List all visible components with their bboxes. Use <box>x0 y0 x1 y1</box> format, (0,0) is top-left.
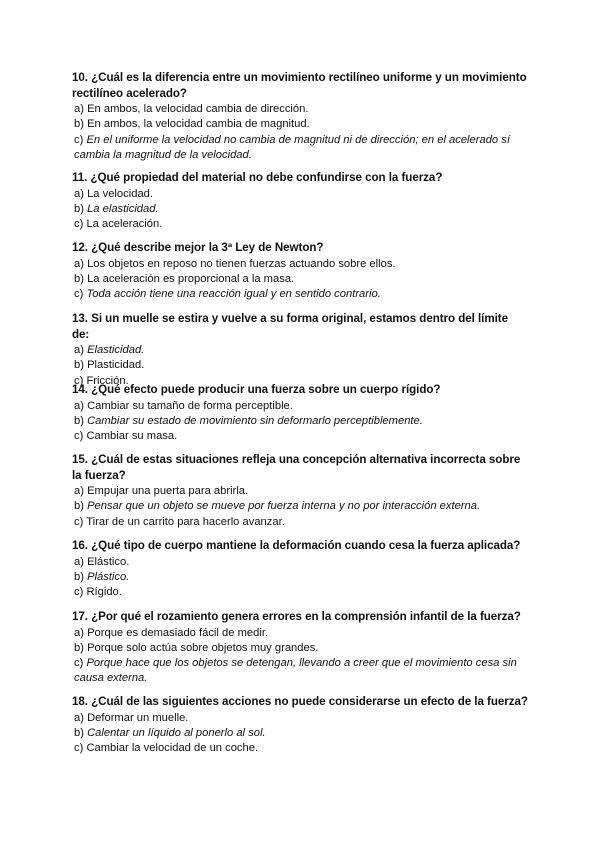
option-a <box>72 257 528 272</box>
question-15 <box>72 452 528 530</box>
option-text: Elástico. <box>87 555 130 568</box>
question-title: 18. ¿Cuál de las siguientes acciones no puede considerarse un efecto de la fuerza? <box>72 695 528 708</box>
question-10 <box>72 70 528 163</box>
question-title: 11. ¿Qué propiedad del material no debe confundirse con la fuerza? <box>72 171 443 184</box>
option-b <box>72 358 528 373</box>
option-c <box>72 656 528 687</box>
option-letter: a) <box>74 626 84 639</box>
option-text: Cambiar su tamaño de forma perceptible. <box>87 399 293 412</box>
option-letter: b) <box>74 726 84 739</box>
option-c <box>72 287 528 302</box>
question-11 <box>72 170 528 232</box>
option-letter: b) <box>74 570 84 583</box>
option-b <box>72 272 528 287</box>
option-letter: a) <box>74 257 84 270</box>
option-text: En el uniforme la velocidad no cambia de magnitud ni de dirección; en el acelerado sí cambia la magnitud de la velocidad. <box>74 133 510 161</box>
option-b <box>72 570 528 585</box>
question-title: 14. ¿Qué efecto puede producir una fuerza sobre un cuerpo rígido? <box>72 383 441 396</box>
option-text: Porque es demasiado fácil de medir. <box>87 626 269 639</box>
option-c <box>72 429 528 444</box>
option-text: Cambiar su estado de movimiento sin deformarlo perceptiblemente. <box>87 414 423 427</box>
option-letter: a) <box>74 344 84 356</box>
question-title: 16. ¿Qué tipo de cuerpo mantiene la deformación cuando cesa la fuerza aplicada? <box>72 539 521 552</box>
option-c <box>72 585 528 600</box>
option-a <box>72 555 528 570</box>
option-a <box>72 102 528 117</box>
option-b <box>72 117 528 132</box>
option-a <box>72 484 528 499</box>
option-letter: b) <box>74 359 84 372</box>
question-13 <box>72 311 528 389</box>
option-text: Cambiar la velocidad de un coche. <box>86 742 259 755</box>
option-text: Rígido. <box>86 586 122 599</box>
option-text: Calentar un líquido al ponerlo al sol. <box>87 726 266 739</box>
option-letter: b) <box>74 272 84 285</box>
option-letter: a) <box>74 103 84 115</box>
option-c <box>72 217 528 232</box>
option-a <box>72 187 528 202</box>
option-text: Plástico. <box>87 570 130 583</box>
option-a <box>72 626 528 641</box>
option-text: La aceleración. <box>86 218 163 231</box>
option-letter: b) <box>74 500 84 513</box>
option-text: Pensar que un objeto se mueve por fuerza interna y no por interacción externa. <box>87 500 481 513</box>
option-letter: b) <box>74 414 84 427</box>
option-b <box>72 202 528 217</box>
option-c <box>72 133 528 164</box>
option-text: La aceleración es proporcional a la masa. <box>87 272 295 285</box>
question-title: 17. ¿Por qué el rozamiento genera errores en la comprensión infantil de la fuerza? <box>72 610 521 623</box>
question-title: 12. ¿Qué describe mejor la 3ª Ley de Newton? <box>72 241 324 254</box>
option-b <box>72 641 528 656</box>
question-title: 10. ¿Cuál es la diferencia entre un movimiento rectilíneo uniforme y un movimiento rectilíneo acelerado? <box>72 71 527 100</box>
question-17 <box>72 609 528 687</box>
option-a <box>72 711 528 726</box>
option-letter: a) <box>74 187 84 200</box>
option-letter: c) <box>74 374 84 387</box>
option-letter: a) <box>74 399 84 412</box>
option-text: En ambos, la velocidad cambia de magnitud. <box>87 118 310 131</box>
option-text: Toda acción tiene una reacción igual y en sentido contrario. <box>86 288 381 301</box>
option-text: Elasticidad. <box>87 344 145 356</box>
option-a <box>72 343 528 358</box>
question-12 <box>72 240 528 302</box>
option-letter: b) <box>74 641 84 654</box>
option-text: Tirar de un carrito para hacerlo avanzar. <box>86 515 285 528</box>
option-text: Cambiar su masa. <box>86 430 178 443</box>
option-text: Deformar un muelle. <box>87 711 189 724</box>
option-letter: a) <box>74 711 84 724</box>
option-letter: c) <box>74 430 84 443</box>
option-letter: c) <box>74 288 84 301</box>
option-letter: c) <box>74 657 84 670</box>
option-text: Porque solo actúa sobre objetos muy grandes. <box>87 641 319 654</box>
option-text: La elasticidad. <box>87 202 159 215</box>
option-text: Fricción. <box>86 374 129 387</box>
option-text: Los objetos en reposo no tienen fuerzas actuando sobre ellos. <box>87 257 396 270</box>
option-c <box>72 515 528 530</box>
question-title: 15. ¿Cuál de estas situaciones refleja una concepción alternativa incorrecta sobre la fuerza? <box>72 453 521 482</box>
option-letter: c) <box>74 586 84 599</box>
option-text: Empujar una puerta para abrirla. <box>87 485 249 497</box>
option-letter: c) <box>74 742 84 755</box>
option-a <box>72 399 528 414</box>
question-14 <box>72 382 528 444</box>
option-text: Porque hace que los objetos se detengan, llevando a creer que el movimiento cesa sin causa externa. <box>74 657 517 685</box>
option-letter: c) <box>74 218 84 231</box>
option-b <box>72 499 528 514</box>
option-b <box>72 726 528 741</box>
question-18 <box>72 694 528 756</box>
option-c <box>72 741 528 756</box>
option-b <box>72 414 528 429</box>
option-letter: a) <box>74 485 84 497</box>
option-text: En ambos, la velocidad cambia de dirección. <box>87 103 309 115</box>
option-text: La velocidad. <box>87 187 153 200</box>
option-letter: b) <box>74 202 84 215</box>
option-text: Plasticidad. <box>87 359 145 372</box>
option-letter: c) <box>74 515 84 528</box>
option-letter: c) <box>74 133 84 146</box>
option-letter: a) <box>74 555 84 568</box>
question-title: 13. Si un muelle se estira y vuelve a su forma original, estamos dentro del límite de: <box>72 312 508 341</box>
question-16 <box>72 538 528 600</box>
option-letter: b) <box>74 118 84 131</box>
